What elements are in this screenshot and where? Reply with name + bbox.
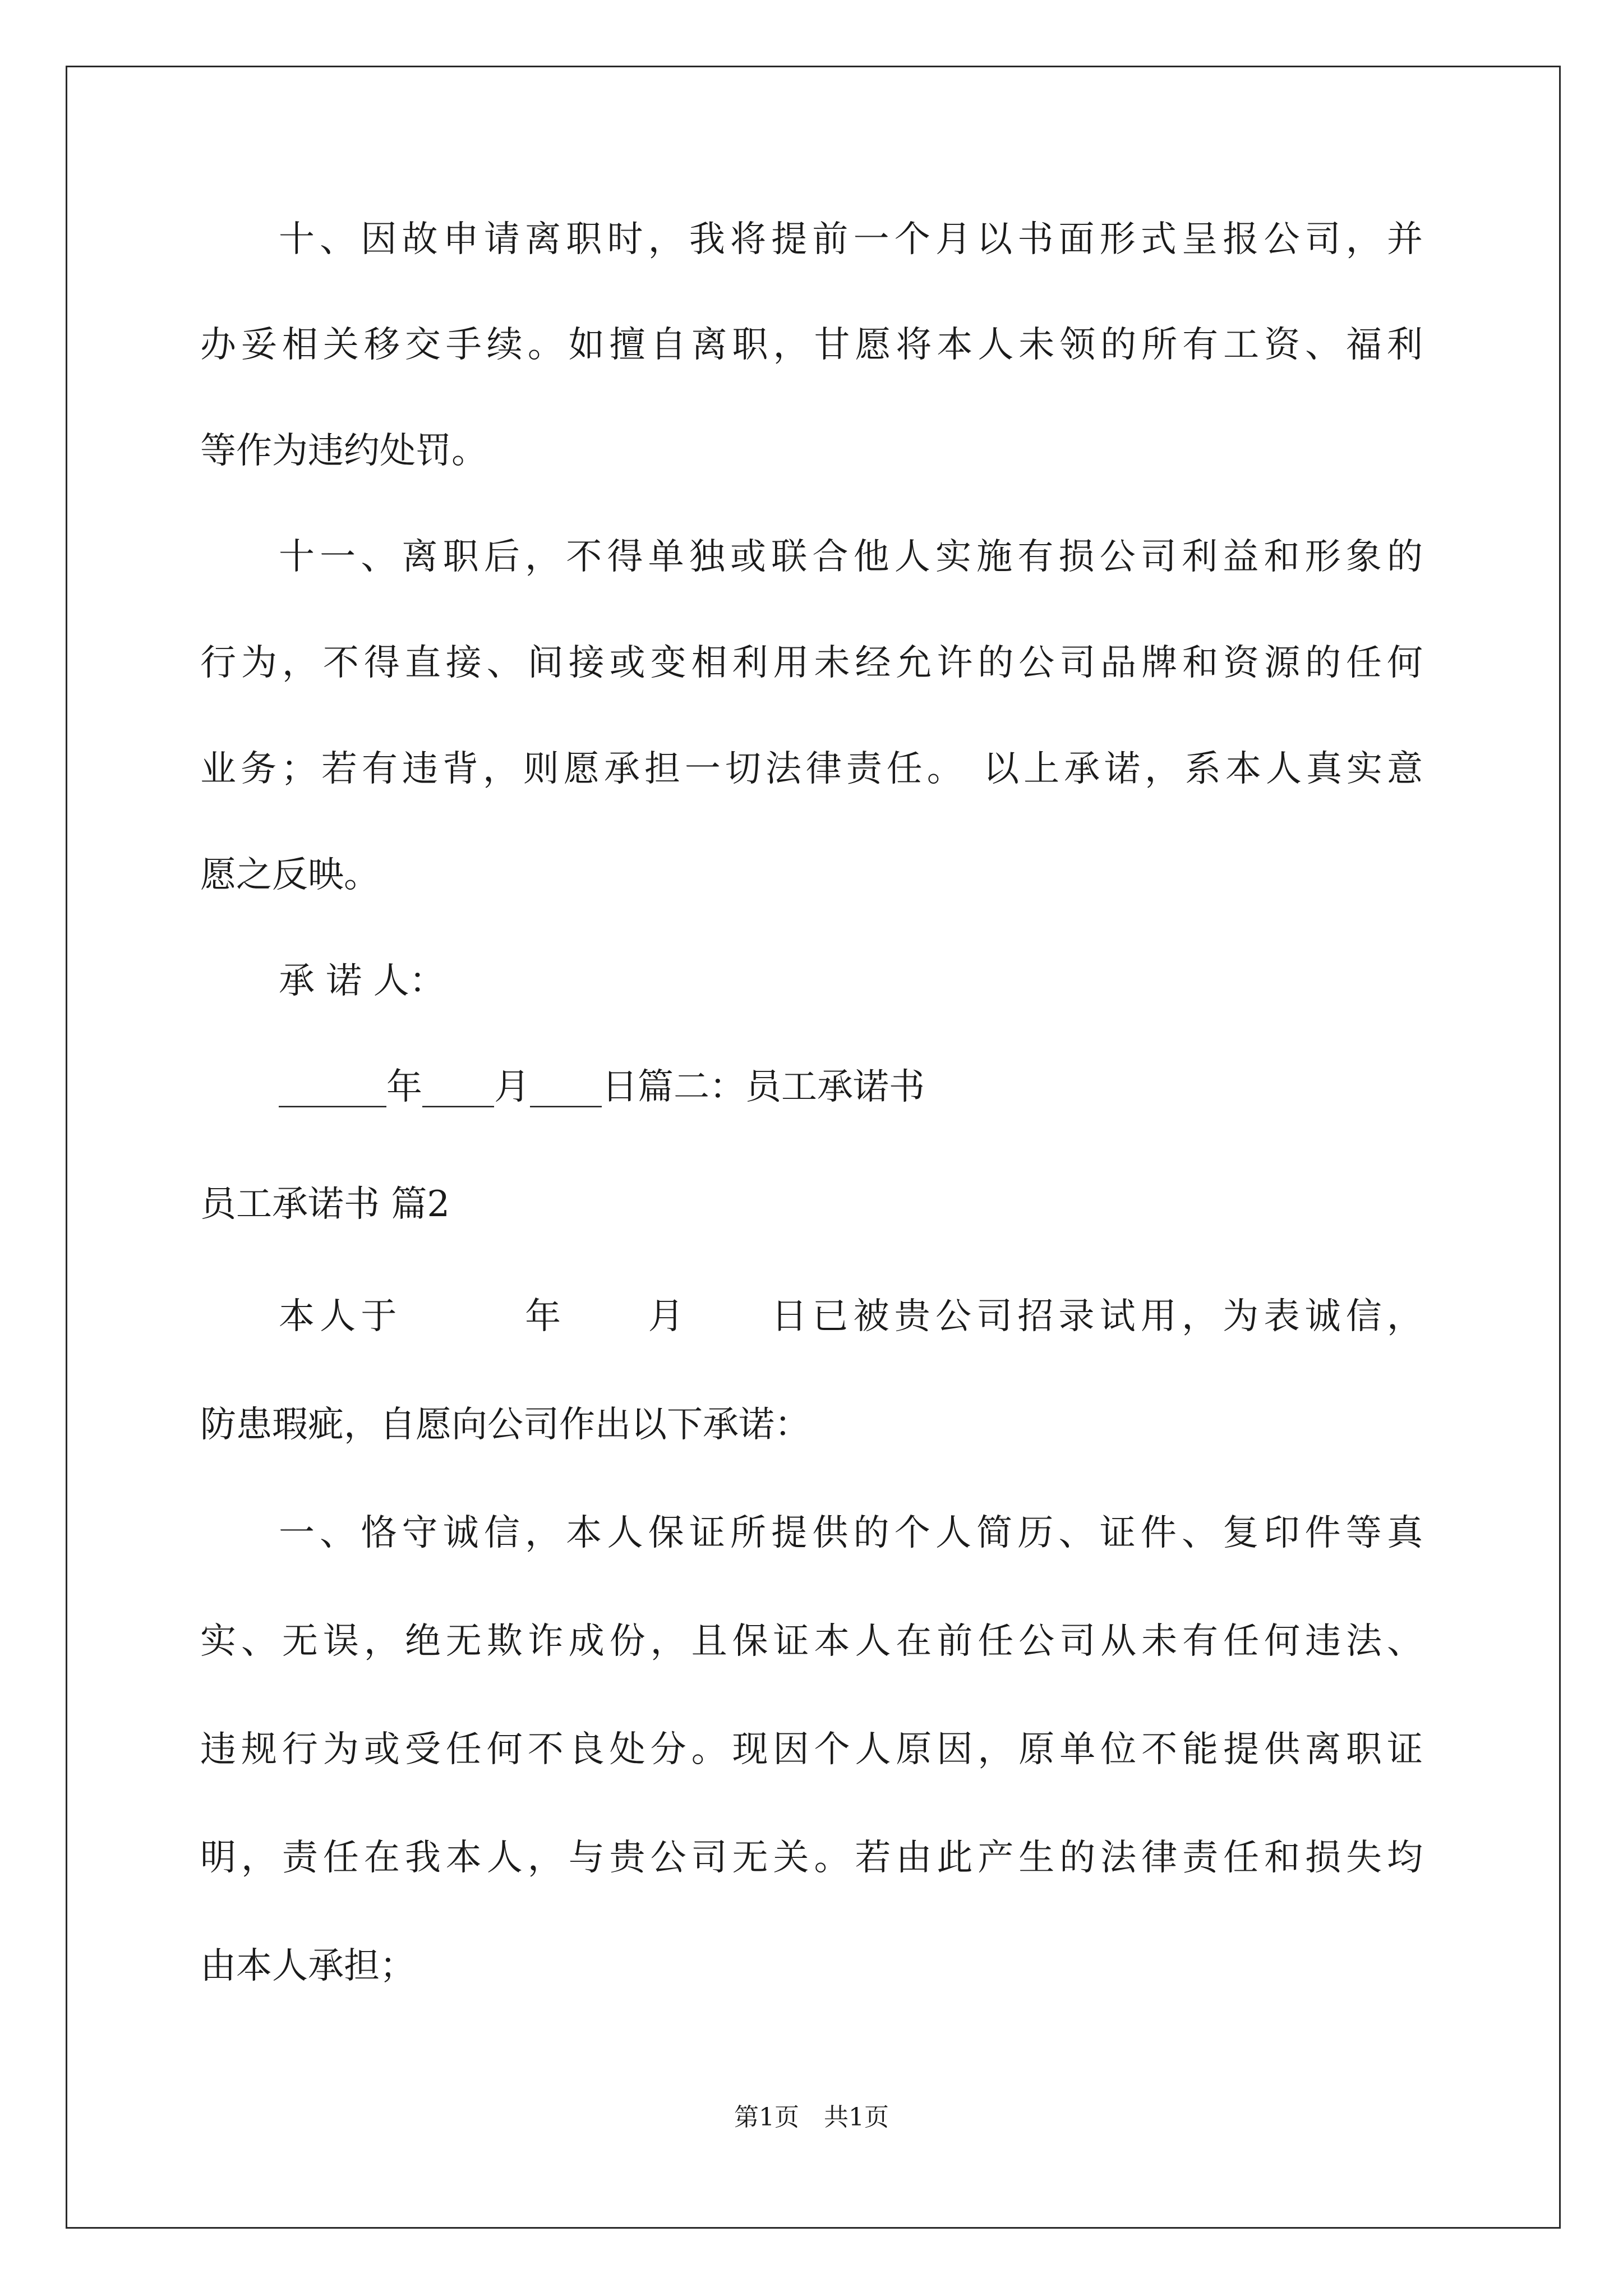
paragraph-line: 业务；若有违背，则愿承担一切法律责任。 以上承诺，系本人真实意 [200, 748, 1423, 790]
paragraph-line: 一、恪守诚信，本人保证所提供的个人简历、证件、复印件等真 [279, 1512, 1423, 1554]
page-number: 第1页 共1页 [734, 2103, 889, 2132]
paragraph-line: 违规行为或受任何不良处分。现因个人原因，原单位不能提供离职证 [200, 1729, 1423, 1770]
paragraph-line: 由本人承担； [200, 1945, 416, 1987]
paragraph-line: 明，责任在我本人，与贵公司无关。若由此产生的法律责任和损失均 [200, 1837, 1423, 1879]
paragraph-line: 等作为违约处罚。 [200, 430, 487, 472]
section-heading: 员工承诺书 篇2 [200, 1184, 450, 1225]
paragraph-line: 愿之反映。 [200, 854, 380, 896]
date-line: ______年____月____日篇二：员工承诺书 [279, 1066, 925, 1108]
page-footer [0, 2105, 1623, 2130]
signature-label: 承 诺 人： [279, 960, 445, 1002]
paragraph-line: 办妥相关移交手续。如擅自离职，甘愿将本人未领的所有工资、福利 [200, 324, 1423, 366]
paragraph-line: 十一、离职后，不得单独或联合他人实施有损公司利益和形象的 [279, 536, 1423, 578]
paragraph-line: 本人于 年 月 日已被贵公司招录试用，为表诚信， [279, 1296, 1423, 1337]
paragraph-line: 实、无误，绝无欺诈成份，且保证本人在前任公司从未有任何违法、 [200, 1621, 1423, 1662]
paragraph-line: 十、因故申请离职时，我将提前一个月以书面形式呈报公司，并 [279, 219, 1423, 260]
paragraph-line: 行为，不得直接、间接或变相利用未经允许的公司品牌和资源的任何 [200, 642, 1423, 684]
page-border [66, 66, 1561, 2229]
paragraph-line: 防患瑕疵，自愿向公司作出以下承诺： [200, 1404, 810, 1446]
